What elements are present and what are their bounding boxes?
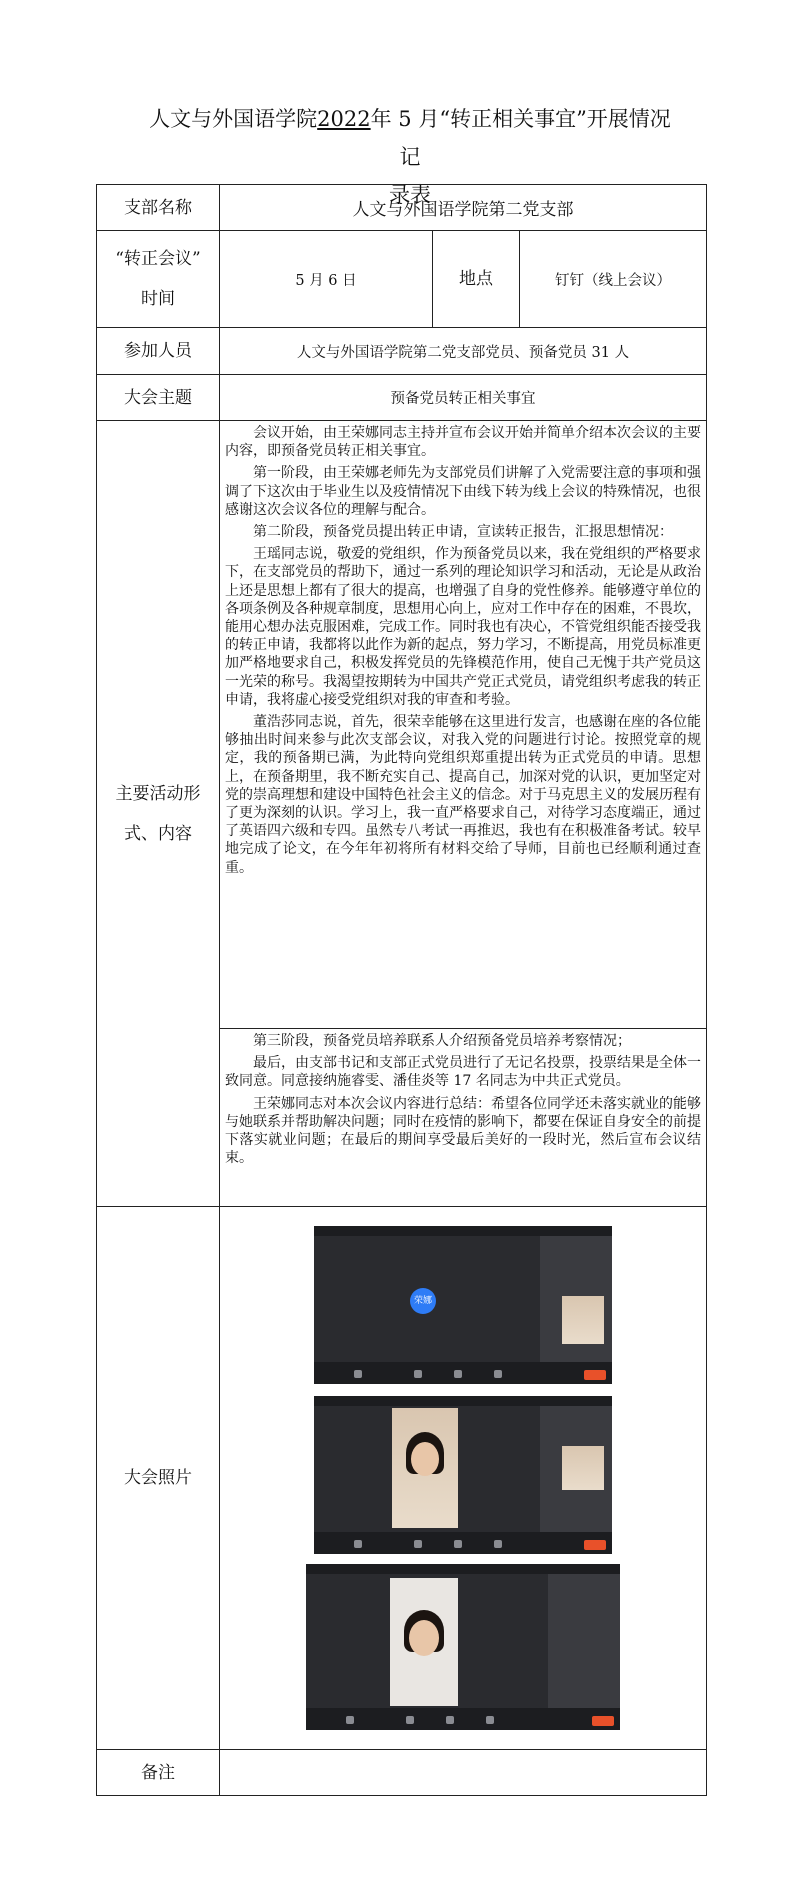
row-attendees [97, 328, 707, 375]
branch-value: 人文与外国语学院第二党支部 [220, 185, 707, 231]
notes-value [220, 1750, 707, 1796]
row-meeting [97, 231, 707, 328]
title-prefix: 人文与外国语学院 [149, 107, 318, 131]
theme-value: 预备党员转正相关事宜 [220, 375, 707, 421]
record-table [96, 184, 707, 1796]
row-notes [97, 1750, 707, 1796]
meeting-label [97, 231, 220, 328]
title-year: 2022 [317, 107, 371, 131]
content-text-part2 [220, 1029, 707, 1207]
row-theme [97, 375, 707, 421]
row-photos [97, 1207, 707, 1750]
content-text-part1 [220, 421, 707, 1029]
theme-label: 大会主题 [97, 375, 220, 421]
meeting-photo-3 [306, 1564, 620, 1730]
attendees-label: 参加人员 [97, 328, 220, 375]
title-suffix: 年 5 月“转正相关事宜”开展情况记 [370, 107, 671, 169]
meeting-label-2: 时间 [141, 289, 175, 309]
row-content [97, 421, 707, 1029]
branch-label: 支部名称 [97, 185, 220, 231]
photos-cell [220, 1207, 707, 1750]
title-line2: 录表 [389, 183, 431, 207]
meeting-date: 5 月 6 日 [220, 231, 433, 328]
location-value: 钉钉（线上会议） [520, 231, 707, 328]
meeting-label-1: “转正会议” [115, 249, 201, 269]
host-avatar: 荣娜 [410, 1288, 436, 1314]
content-paragraph: 第一阶段，由王荣娜老师先为支部党员们讲解了入党需要注意的事项和强调了下这次由于毕业生以及疫情情况下由线下转为线上会议的特殊情况，也很感谢这次会议各位的理解与配合。 [225, 465, 701, 518]
content-label-2: 式、内容 [124, 823, 192, 844]
attendees-value: 人文与外国语学院第二党支部党员、预备党员 31 人 [220, 328, 707, 375]
meeting-photo-1 [314, 1226, 612, 1384]
content-paragraph: 会议开始，由王荣娜同志主持并宣布会议开始并简单介绍本次会议的主要内容，即预备党员转正相关事宜。 [225, 425, 701, 460]
content-paragraph: 第二阶段，预备党员提出转正申请，宣读转正报告，汇报思想情况： [253, 524, 673, 541]
row-branch [97, 185, 707, 231]
content-paragraph: 董浩莎同志说，首先，很荣幸能够在这里进行发言，也感谢在座的各位能够抽出时间来参与此次支部会议，对我入党的问题进行讨论。按照党章的规定，我的预备期已满，为此特向党组织郑重提出转为正式党员的申请。思想上，在预备期里，我不断充实自己、提高自己，加深对党的认识，更加坚定对党的崇高理想和建设中国特色社会主义的信念。对于马克思主义的发展历程有了更为深刻的认识。学习上，我一直严格要求自己，对待学习态度端正，通过了英语四六级和专四。虽然专八考试一再推迟，我也有在积极准备考试。较早地完成了论文，在今年年初将所有材料交给了导师，目前也已经顺利通过查重。 [225, 714, 701, 876]
content-label-1: 主要活动形 [115, 783, 201, 804]
content-label [97, 421, 220, 1207]
photos-label: 大会照片 [97, 1207, 220, 1750]
meeting-photo-2 [314, 1396, 612, 1554]
content-paragraph: 王荣娜同志对本次会议内容进行总结：希望各位同学还未落实就业的能够与她联系并帮助解决问题；同时在疫情的影响下，都要在保证自身安全的前提下落实就业问题；在最后的期间享受最后美好的一段时光，然后宣布会议结束。 [225, 1095, 701, 1167]
content-paragraph: 最后，由支部书记和支部正式党员进行了无记名投票，投票结果是全体一致同意。同意接纳施睿雯、潘佳炎等 17 名同志为中共正式党员。 [225, 1055, 701, 1090]
notes-label: 备注 [97, 1750, 220, 1796]
content-paragraph: 第三阶段，预备党员培养联系人介绍预备党员培养考察情况； [253, 1033, 631, 1049]
content-paragraph: 王瑶同志说，敬爱的党组织，作为预备党员以来，我在党组织的严格要求下，在支部党员的帮助下，通过一系列的理论知识学习和活动，无论是从政治上还是思想上都有了很大的提高，也增强了自身的党性修养。能够遵守单位的各项条例及各种规章制度，思想用心向上，应对工作中存在的困难，不畏坎，能用心想办法克服困难，完成工作。同时我也有决心，不管党组织能否接受我的转正申请，我都将以此作为新的起点，努力学习，不断提高，用党员标准更加严格地要求自己，积极发挥党员的先锋模范作用，使自己无愧于共产党员这一光荣的称号。我渴望按期转为中国共产党正式党员，请党组织考虑我的转正申请，我将虚心接受党组织对我的审查和考验。 [225, 546, 701, 708]
location-label: 地点 [433, 231, 520, 328]
